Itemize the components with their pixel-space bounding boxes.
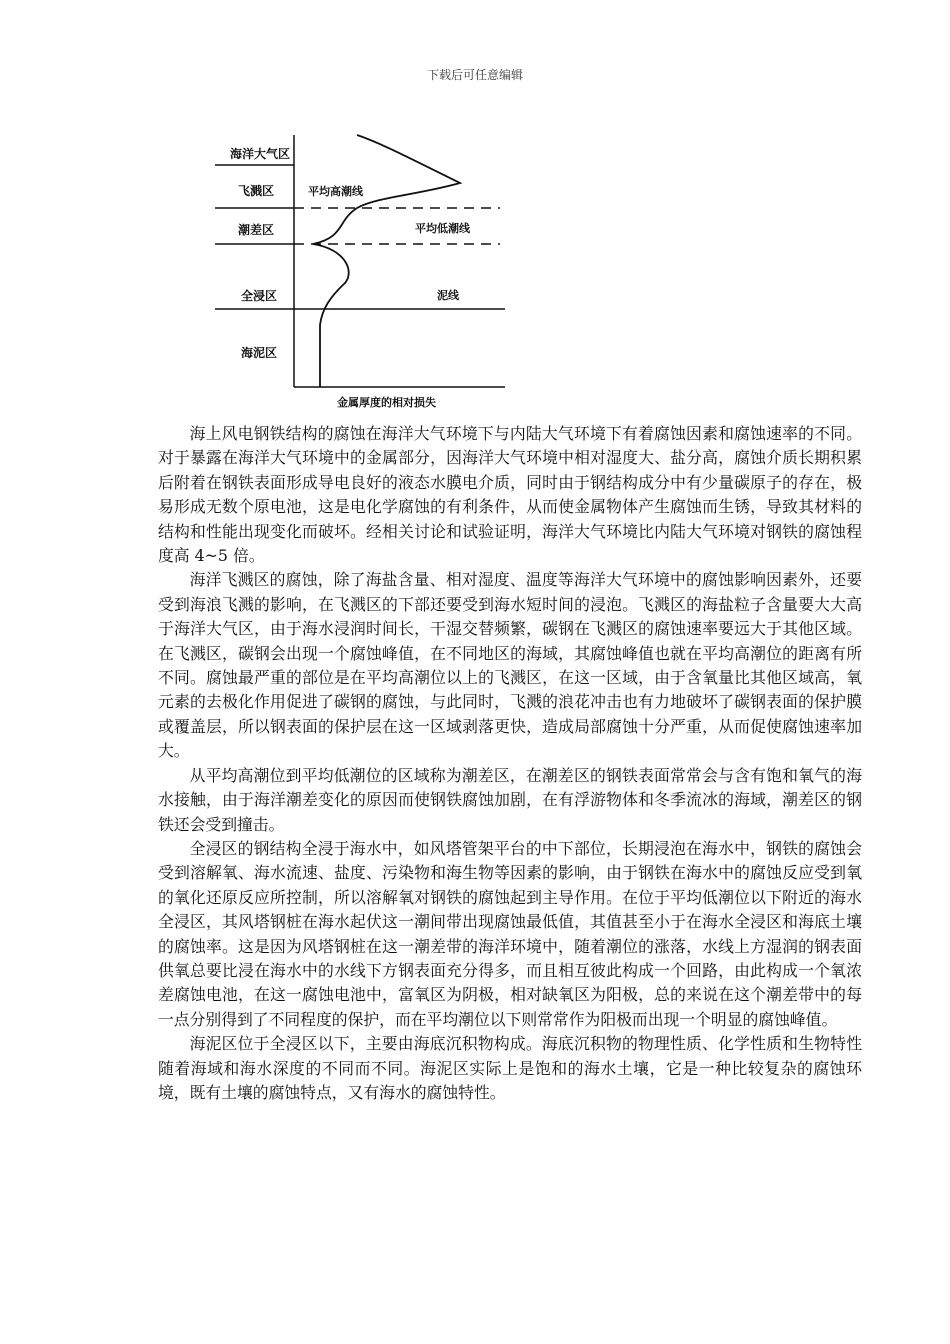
paragraph-splash-zone: 海洋飞溅区的腐蚀，除了海盐含量、相对湿度、温度等海洋大气环境中的腐蚀影响因素外，还要受到海浪飞溅的影响，在飞溅区的下部还要受到海水短时间的浸泡。飞溅区的海盐粒子含量要大大高于海洋大气区，由于海水浸润时间长，干湿交替频繁，碳钢在飞溅区的腐蚀速率要远大于其他区域。在飞溅区，碳钢会出现一个腐蚀峰值，在不同地区的海域，其腐蚀峰值也就在平均高潮位的距离有所不同。腐蚀最严重的部位是在平均高潮位以上的飞溅区，在这一区域，由于含氧量比其他区域高，氧元素的去极化作用促进了碳钢的腐蚀，与此同时，飞溅的浪花冲击也有力地破坏了碳钢表面的保护膜或覆盖层，所以钢表面的保护层在这一区域剥落更快，造成局部腐蚀十分严重，从而促使腐蚀速率加大。 <box>158 570 862 761</box>
label-mud-line: 泥线 <box>437 289 459 302</box>
paragraph-marine-atmosphere: 海上风电钢铁结构的腐蚀在海洋大气环境下与内陆大气环境下有着腐蚀因素和腐蚀速率的不同。对于暴露在海洋大气环境中的金属部分，因海洋大气环境中相对湿度大、盐分高，腐蚀介质长期积累后附着在钢铁表面形成导电良好的液态水膜电介质，同时由于钢结构成分中有少量碳原子的存在，极易形成无数个原电池，这是电化学腐蚀的有利条件，从而使金属物体产生腐蚀而生锈，导致其材料的结构和性能出现变化而破坏。经相关讨论和试验证明，海洋大气环境比内陆大气环境对钢铁的腐蚀程度高 4~5 倍。 <box>158 424 862 566</box>
zone-label-splash: 飞溅区 <box>238 184 275 198</box>
corrosion-zone-diagram <box>205 125 515 415</box>
paragraph-tidal-zone: 从平均高潮位到平均低潮位的区域称为潮差区，在潮差区的钢铁表面常常会与含有饱和氧气的海水接触，由于海洋潮差变化的原因而使钢铁腐蚀加剧，在有浮游物体和冬季流冰的海域，潮差区的钢铁还会受到撞击。 <box>158 765 862 834</box>
zone-label-tidal: 潮差区 <box>238 223 275 237</box>
axis-label-thickness-loss: 金属厚度的相对损失 <box>337 396 436 409</box>
label-mean-high-tide: 平均高潮线 <box>308 185 363 198</box>
paragraph-immersion-zone: 全浸区的钢结构全浸于海水中，如风塔管架平台的中下部位，长期浸泡在海水中，钢铁的腐蚀会受到溶解氧、海水流速、盐度、污染物和海生物等因素的影响，由于钢铁在海水中的腐蚀反应受到氧的氧化还原反应所控制，所以溶解氧对钢铁的腐蚀起到主导作用。在位于平均低潮位以下附近的海水全浸区，其风塔钢桩在海水起伏这一潮间带出现腐蚀最低值，其值甚至小于在海水全浸区和海底土壤的腐蚀率。这是因为风塔钢桩在这一潮差带的海洋环境中，随着潮位的涨落，水线上方湿润的钢表面供氧总要比浸在海水中的水线下方钢表面充分得多，而且相互彼此构成一个回路，由此构成一个氧浓差腐蚀电池，在这一腐蚀电池中，富氧区为阴极，相对缺氧区为阳极，总的来说在这个潮差带中的每一点分别得到了不同程度的保护，而在平均潮位以下则常常作为阳极而出现一个明显的腐蚀峰值。 <box>158 838 862 1029</box>
label-mean-low-tide: 平均低潮线 <box>415 222 470 235</box>
zone-label-mud: 海泥区 <box>241 346 278 360</box>
body-text <box>158 422 862 1105</box>
page-header: 下载后可任意编辑 <box>426 68 523 82</box>
zone-label-immersion: 全浸区 <box>241 289 278 303</box>
diagram-svg <box>205 125 515 415</box>
corrosion-curve <box>313 135 460 387</box>
paragraph-mud-zone: 海泥区位于全浸区以下，主要由海底沉积物构成。海底沉积物的物理性质、化学性质和生物特性随着海域和海水深度的不同而不同。海泥区实际上是饱和的海水土壤，它是一种比较复杂的腐蚀环境，既有土壤的腐蚀特点，又有海水的腐蚀特性。 <box>158 1034 862 1102</box>
zone-label-marine-atmosphere: 海洋大气区 <box>230 147 291 161</box>
